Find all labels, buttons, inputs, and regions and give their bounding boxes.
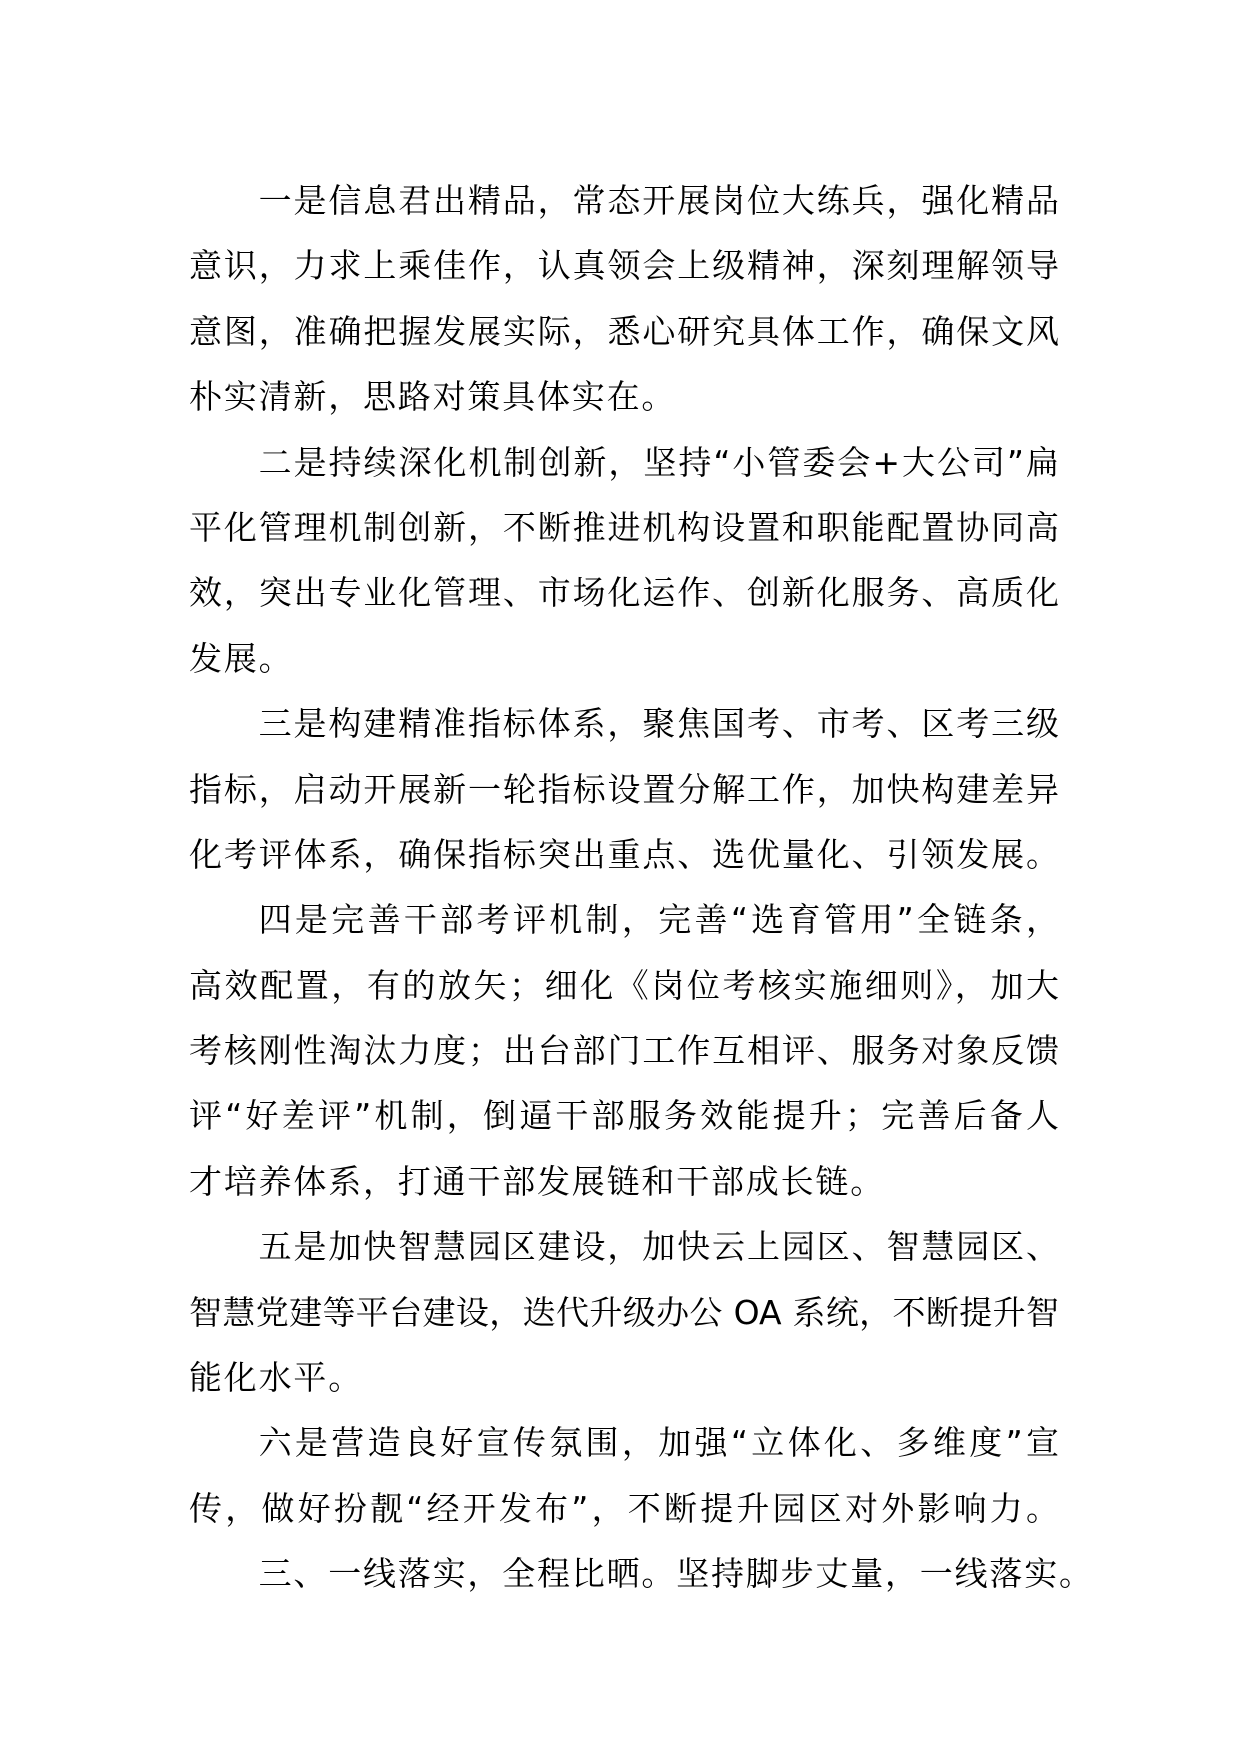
text-line: 传，做好扮靓“经开发布”，不断提升园区对外影响力。 (189, 1488, 1059, 1528)
paragraph-7 (189, 1541, 1094, 1606)
paragraph-6 (189, 1410, 1059, 1541)
text-line: 三、一线落实，全程比晒。坚持脚步丈量，一线落实。 (258, 1554, 1094, 1594)
text-line: 指标，启动开展新一轮指标设置分解工作，加快构建差异 (189, 769, 1059, 809)
text-line: 平化管理机制创新，不断推进机构设置和职能配置协同高 (189, 507, 1059, 547)
text-line: 智慧党建等平台建设，迭代升级办公 OA 系统，不断提升智 (189, 1292, 1059, 1332)
text-line: 高效配置，有的放矢；细化《岗位考核实施细则》，加大 (189, 965, 1059, 1005)
text-line: 效，突出专业化管理、市场化运作、创新化服务、高质化 (189, 573, 1059, 613)
document-body (189, 168, 1094, 1607)
paragraph-2 (189, 430, 1059, 692)
text-line: 评“好差评”机制，倒逼干部服务效能提升；完善后备人 (189, 1096, 1059, 1136)
paragraph-1 (189, 168, 1059, 430)
text-line: 才培养体系，打通干部发展链和干部成长链。 (189, 1161, 885, 1201)
text-line: 化考评体系，确保指标突出重点、选优量化、引领发展。 (189, 834, 1059, 874)
paragraph-4 (189, 887, 1059, 1214)
paragraph-5 (189, 1214, 1059, 1410)
text-line: 三是构建精准指标体系，聚焦国考、市考、区考三级 (258, 704, 1059, 744)
paragraph-3 (189, 691, 1059, 887)
text-line: 五是加快智慧园区建设，加快云上园区、智慧园区、 (258, 1227, 1059, 1267)
text-line: 朴实清新，思路对策具体实在。 (189, 377, 677, 417)
text-line: 发展。 (189, 638, 294, 678)
text-line: 二是持续深化机制创新，坚持“小管委会+大公司”扁 (258, 442, 1059, 482)
text-line: 四是完善干部考评机制，完善“选育管用”全链条， (258, 900, 1059, 940)
text-line: 意图，准确把握发展实际，悉心研究具体工作，确保文风 (189, 311, 1059, 351)
text-line: 六是营造良好宣传氛围，加强“立体化、多维度”宣 (258, 1423, 1059, 1463)
text-line: 考核刚性淘汰力度；出台部门工作互相评、服务对象反馈 (189, 1031, 1059, 1071)
text-line: 意识，力求上乘佳作，认真领会上级精神，深刻理解领导 (189, 246, 1059, 286)
text-line: 能化水平。 (189, 1358, 363, 1398)
text-line: 一是信息君出精品，常态开展岗位大练兵，强化精品 (258, 181, 1059, 220)
